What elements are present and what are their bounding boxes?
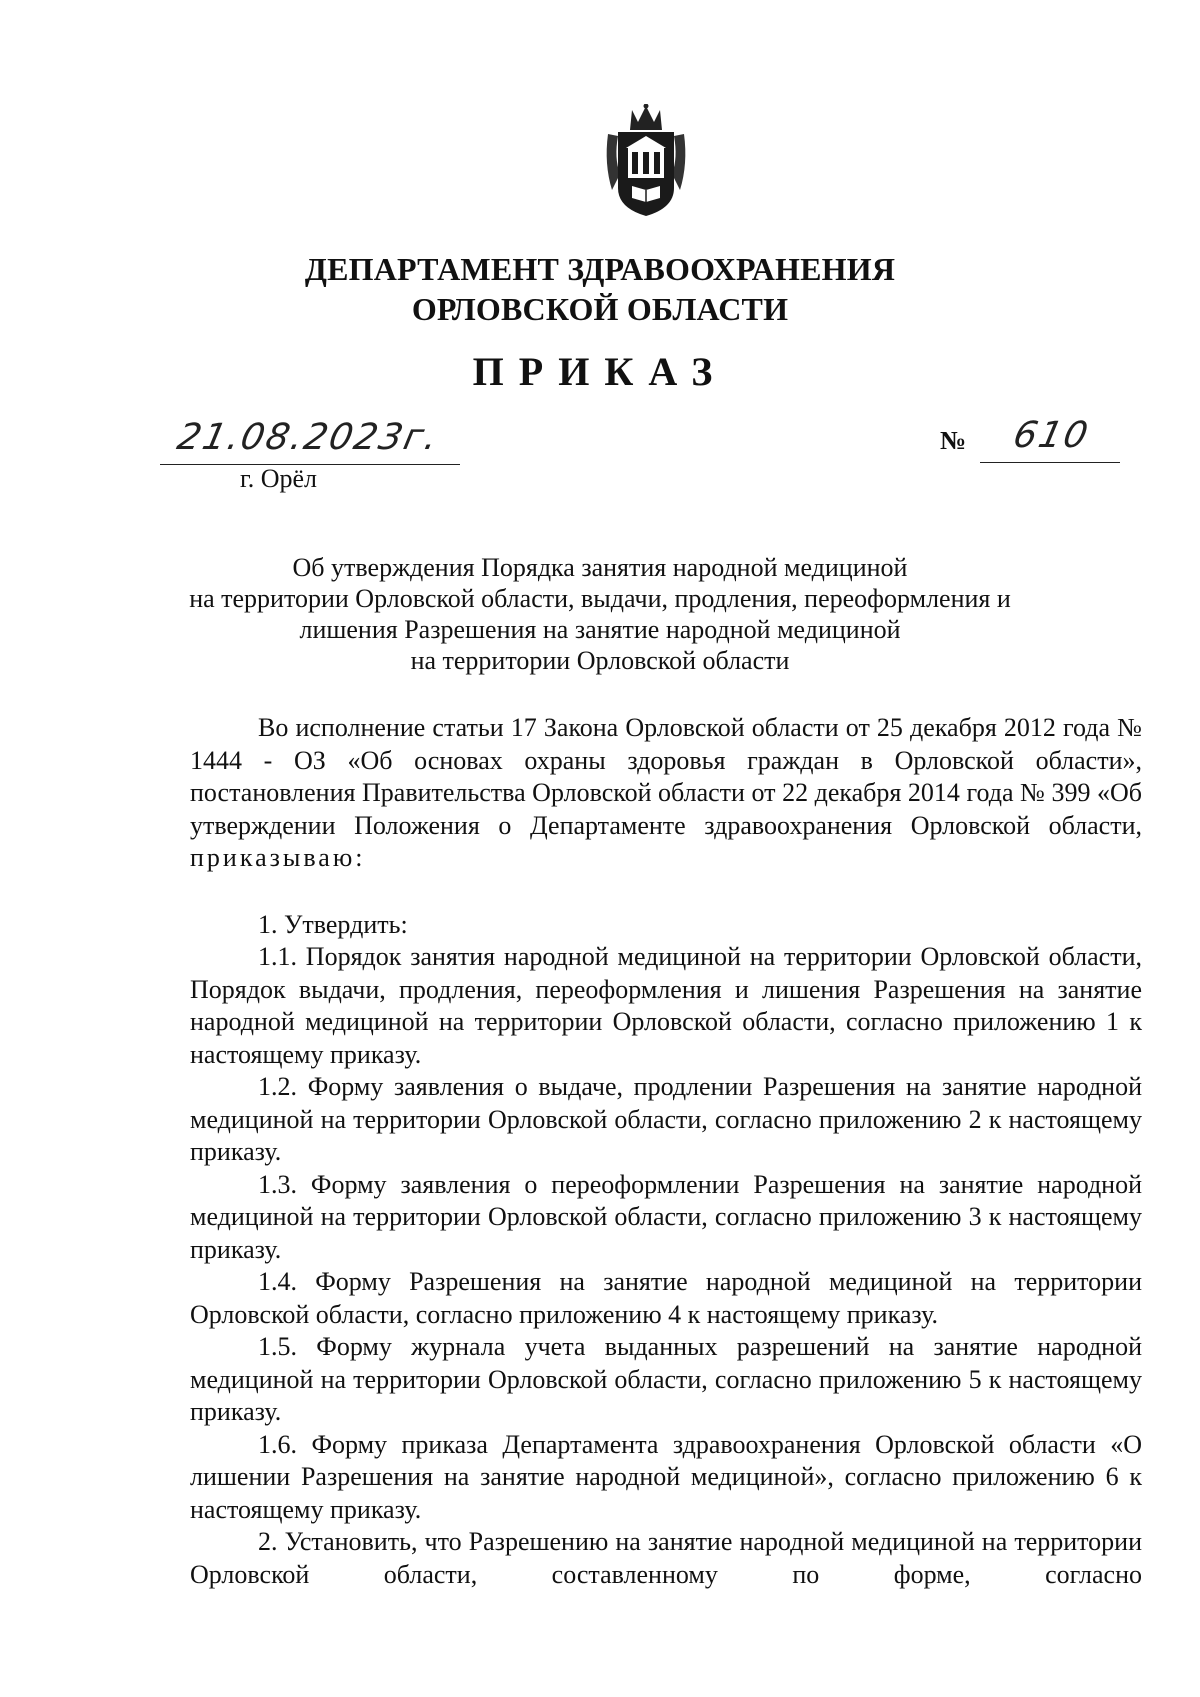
item-paragraph: 1. Утвердить:	[258, 909, 408, 939]
subject-line: лишения Разрешения на занятие народной медициной	[299, 615, 901, 644]
coat-of-arms-icon	[602, 104, 690, 220]
order-subject	[0, 552, 1200, 676]
subject-line: на территории Орловской области, выдачи, продления, переоформления и	[189, 584, 1011, 613]
subject-line: на территории Орловской области	[410, 646, 790, 675]
number-field	[980, 410, 1120, 463]
item-paragraph: 1.5. Форму журнала учета выданных разрешений на занятие народной медициной на территории Орловской области, согласно приложению 5 к настоящему приказу.	[190, 1332, 1142, 1426]
handwritten-number: 610	[1009, 415, 1094, 456]
number-label: №	[940, 426, 967, 455]
item-paragraph: 1.2. Форму заявления о выдаче, продлении Разрешения на занятие народной медициной на территории Орловской области, согласно приложению 2 к настоящему приказу.	[190, 1072, 1142, 1166]
document-type-title: ПРИКАЗ	[472, 349, 728, 394]
department-name-line-2: ОРЛОВСКОЙ ОБЛАСТИ	[411, 291, 789, 327]
item-paragraph: 2. Установить, что Разрешению на занятие народной медициной на территории Орловской области, составленному по форме, согласно	[190, 1527, 1142, 1589]
item-paragraph: 1.1. Порядок занятия народной медициной на территории Орловской области, Порядок выдачи, продления, переоформления и лишения Разрешения на занятие народной медициной на территории Орловской области, согласно приложению 1 к настоящему приказу.	[190, 942, 1142, 1069]
date-field	[160, 412, 460, 465]
handwritten-date: 21.08.2023г.	[173, 417, 443, 458]
preamble-paragraph	[190, 712, 1142, 875]
department-name-line-1: ДЕПАРТАМЕНТ ЗДРАВООХРАНЕНИЯ	[304, 251, 896, 287]
item-paragraph: 1.4. Форму Разрешения на занятие народной медициной на территории Орловской области, согласно приложению 4 к настоящему приказу.	[190, 1267, 1142, 1329]
preamble-text: Во исполнение статьи 17 Закона Орловской области от 25 декабря 2012 года № 1444 - ОЗ «Об основах охраны здоровья граждан в Орловской области», постановления Правительства Орловской области от 22 декабря 2014 года № 399 «Об утверждении Положения о Департаменте здравоохранения Орловской области,	[190, 713, 1142, 840]
item-paragraph: 1.6. Форму приказа Департамента здравоохранения Орловской области «О лишении Разрешения на занятие народной медициной», согласно приложению 6 к настоящему приказу.	[190, 1429, 1142, 1524]
city-label: г. Орёл	[240, 464, 318, 493]
order-body	[190, 712, 1142, 1591]
item-paragraph: 1.3. Форму заявления о переоформлении Разрешения на занятие народной медициной на территории Орловской области, согласно приложению 3 к настоящему приказу.	[190, 1169, 1142, 1264]
subject-line: Об утверждения Порядка занятия народной медициной	[292, 553, 908, 582]
command-word: приказываю:	[190, 843, 366, 872]
